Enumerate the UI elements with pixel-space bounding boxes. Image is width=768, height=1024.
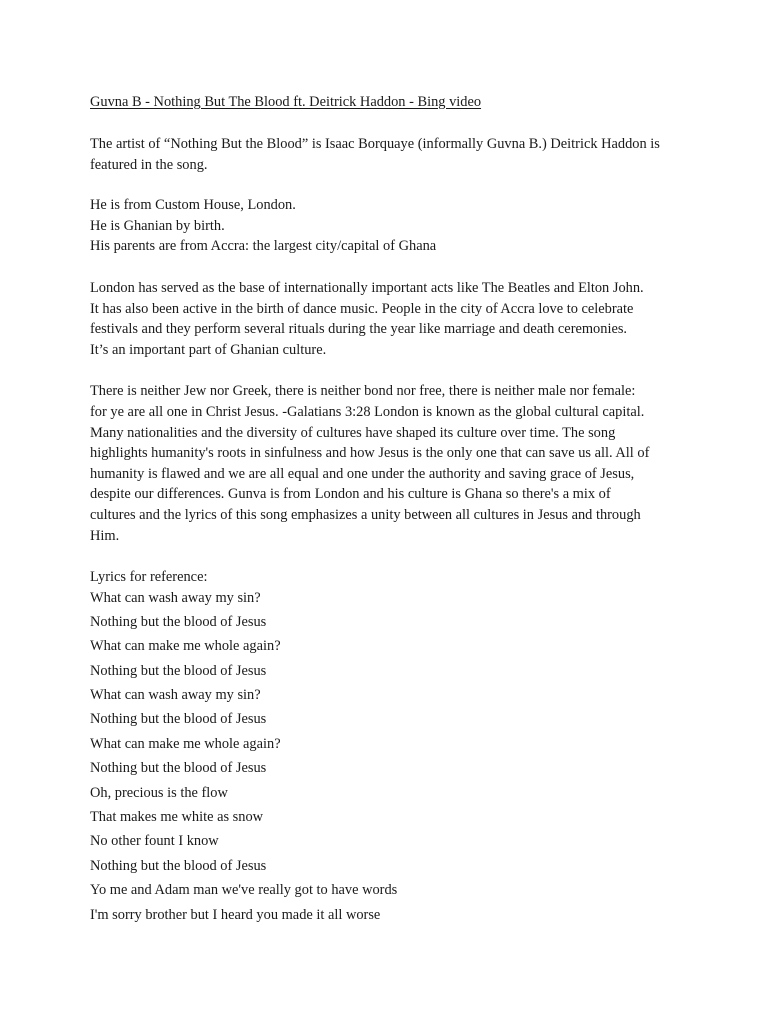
title-link[interactable]: Guvna B - Nothing But The Blood ft. Deitrick Haddon - Bing video: [90, 94, 482, 110]
lyric-line: Nothing but the blood of Jesus: [90, 857, 267, 874]
paragraph-line: despite our differences. Gunva is from London and his culture is Ghana so there's a mix of: [90, 486, 611, 503]
lyric-line: Nothing but the blood of Jesus: [90, 760, 267, 777]
lyric-line: Nothing but the blood of Jesus: [90, 613, 267, 630]
lyric-line: No other fount I know: [90, 833, 219, 850]
lyric-line: Yo me and Adam man we've really got to have words: [90, 882, 398, 899]
paragraph-line: Him.: [90, 527, 120, 544]
lyric-line: Oh, precious is the flow: [90, 784, 228, 801]
bio-line: His parents are from Accra: the largest city/capital of Ghana: [90, 238, 437, 255]
paragraph-line: It’s an important part of Ghanian culture.: [90, 341, 327, 358]
lyric-line: I'm sorry brother but I heard you made it all worse: [90, 906, 381, 923]
lyrics-heading: Lyrics for reference:: [90, 569, 208, 586]
lyric-line: That makes me white as snow: [90, 808, 264, 825]
bio-line: He is from Custom House, London.: [90, 197, 296, 214]
lyric-line: Nothing but the blood of Jesus: [90, 711, 267, 728]
lyric-line: What can wash away my sin?: [90, 686, 261, 703]
paragraph-line: festivals and they perform several rituals during the year like marriage and death ceremonies.: [90, 321, 628, 338]
lyrics-section: [90, 567, 710, 927]
lyric-line: Nothing but the blood of Jesus: [90, 662, 267, 679]
paragraph-line: It has also been active in the birth of dance music. People in the city of Accra love to celebrate: [90, 300, 634, 317]
document-page: [90, 92, 710, 927]
intro-paragraph: The artist of “Nothing But the Blood” is Isaac Borquaye (informally Guvna B.) Deitrick Haddon is featured in the song.: [90, 136, 660, 173]
paragraph-line: for ye are all one in Christ Jesus. -Galatians 3:28 London is known as the global cultural capital.: [90, 403, 645, 420]
lyric-line: What can make me whole again?: [90, 638, 281, 655]
lyric-line: What can wash away my sin?: [90, 589, 261, 606]
lyric-line: What can make me whole again?: [90, 735, 281, 752]
scripture-paragraph: [90, 381, 710, 546]
london-paragraph: [90, 278, 710, 360]
paragraph-line: humanity is flawed and we are all equal and one under the authority and saving grace of Jesus,: [90, 465, 635, 482]
bio-section: [90, 195, 710, 257]
bio-line: He is Ghanian by birth.: [90, 217, 225, 234]
paragraph-line: cultures and the lyrics of this song emphasizes a unity between all cultures in Jesus and through: [90, 506, 641, 523]
paragraph-line: There is neither Jew nor Greek, there is neither bond nor free, there is neither male nor female:: [90, 383, 636, 400]
paragraph-line: highlights humanity's roots in sinfulness and how Jesus is the only one that can save us all. All of: [90, 445, 650, 462]
paragraph-line: Many nationalities and the diversity of cultures have shaped its culture over time. The song: [90, 424, 616, 441]
paragraph-line: London has served as the base of internationally important acts like The Beatles and Elton John.: [90, 279, 644, 296]
